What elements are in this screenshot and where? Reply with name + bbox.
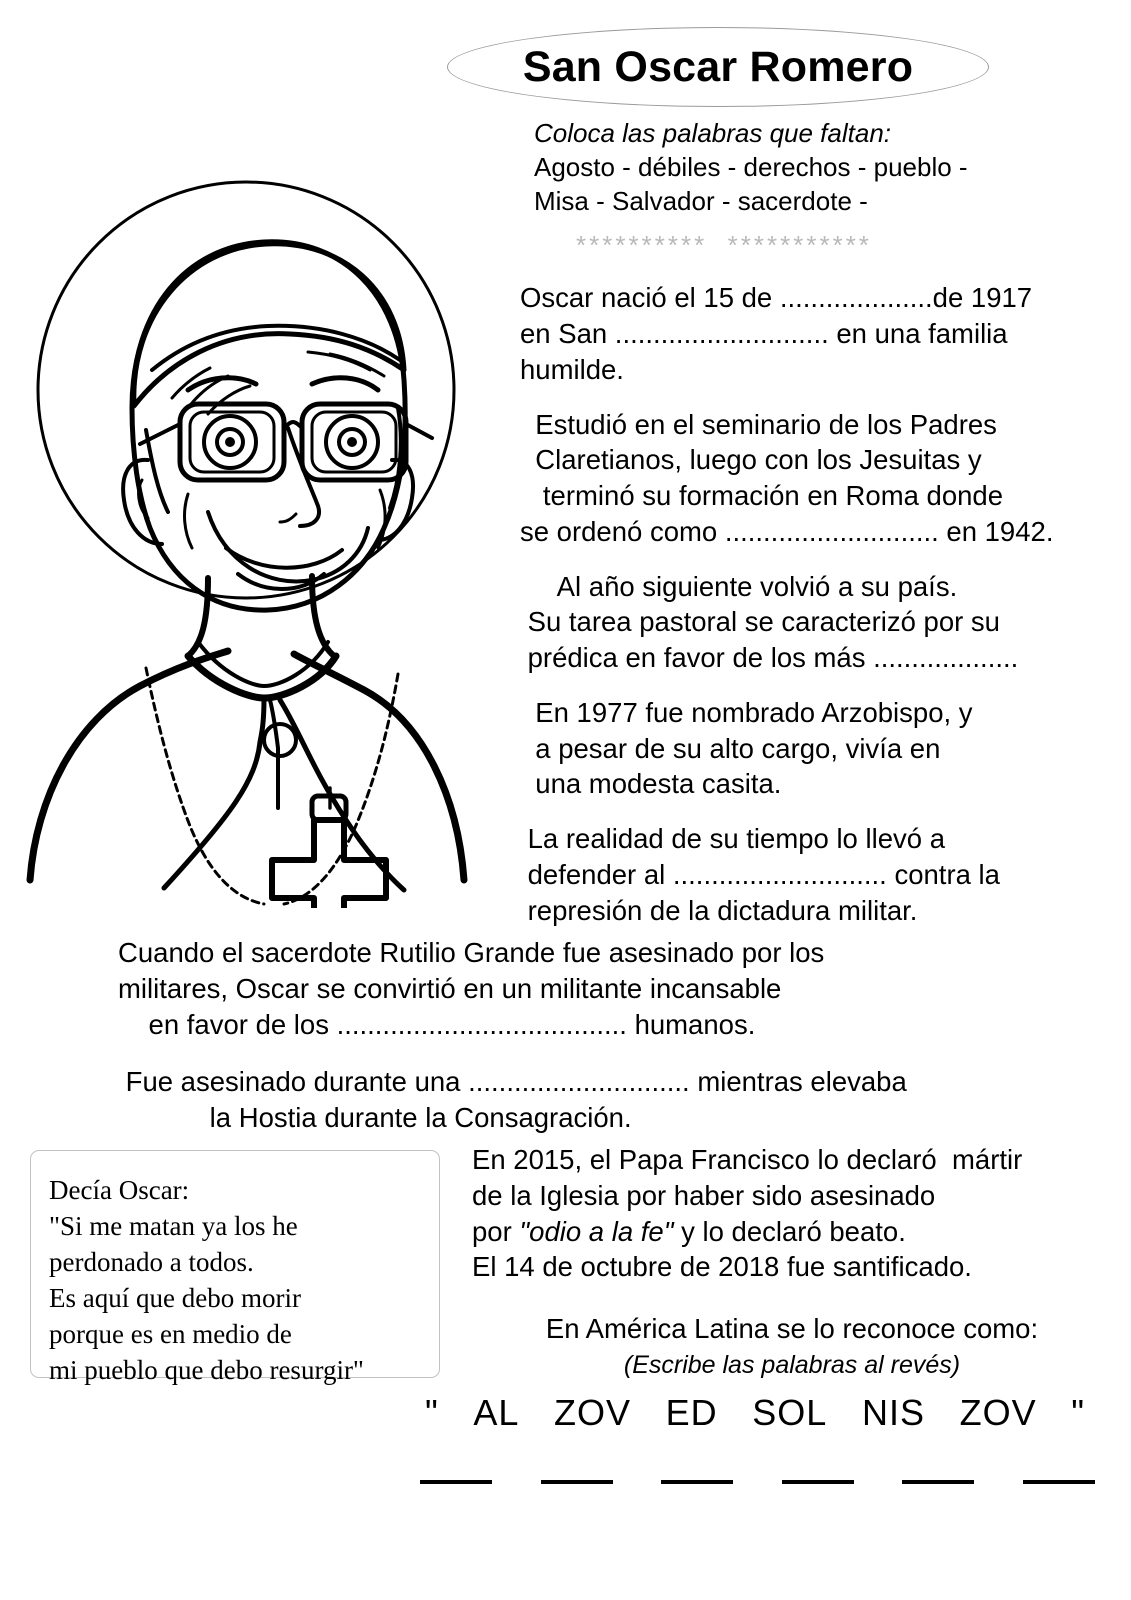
answer-blank[interactable] [782,1480,854,1484]
cheek-left [185,494,192,548]
canonization-line: El 14 de octubre de 2018 fue santificado. [472,1251,972,1283]
quote-line: perdonado a todos. [49,1246,254,1277]
nostril [280,514,296,522]
paragraph-line: represión de la dictadura militar. [520,894,918,926]
paragraph-line: militares, Oscar se convirtió en un militante incansable [118,972,782,1004]
paragraph-rutilio-grande [118,935,1058,1042]
canonization-line-odio [472,1214,1112,1250]
paragraph-line: Claretianos, luego con los Jesuitas y [520,444,982,476]
puzzle-word: NIS [861,1392,925,1433]
puzzle-close-quote: " [1071,1392,1085,1433]
word-bank-instruction: Coloca las palabras que faltan: [534,118,892,148]
title-banner [447,27,989,107]
worksheet-wide-paragraphs [118,935,1058,1136]
odio-suffix: y lo declaró beato. [673,1215,906,1247]
page-title: San Oscar Romero [522,42,914,91]
quote-line: porque es en medio de [49,1318,292,1349]
paragraph-birth [520,280,1120,387]
answer-blank[interactable] [902,1480,974,1484]
paragraph-line: a pesar de su alto cargo, vivía en [520,732,941,764]
canonization-block [472,1142,1112,1381]
puzzle-open-quote: " [425,1392,439,1433]
paragraph-line: Al año siguiente volvió a su país. [520,570,958,602]
word-bank-line-1: Agosto - débiles - derechos - pueblo - [534,151,968,182]
asterisk-divider: ********** *********** [576,230,872,261]
shoulders [30,651,464,880]
mouth-smile [208,512,368,581]
paragraph-line: Oscar nació el 15 de ....................de 1917 [520,282,1033,314]
paragraph-line: humilde. [520,353,624,385]
puzzle-word: AL [473,1392,520,1433]
paragraph-line: Su tarea pastoral se caracterizó por su [520,606,1000,638]
paragraph-assassination [118,1064,1058,1136]
recognized-as-heading: En América Latina se lo reconoce como: [545,1313,1039,1344]
quote-line: mi pueblo que debo resurgir" [49,1354,364,1385]
puzzle-word: ZOV [959,1392,1037,1433]
answer-blank-lines [420,1480,1095,1484]
odio-a-la-fe-quote: "odio a la fe" [519,1215,674,1247]
quote-lead-in: Decía Oscar: [49,1175,190,1205]
paragraph-line: Fue asesinado durante una ............................. mientras elevaba [118,1066,907,1098]
pectoral-cross [272,788,386,908]
paragraph-dictatorship [520,821,1120,928]
paragraph-line: una modesta casita. [520,768,782,800]
paragraph-pastoral [520,569,1120,676]
puzzle-word: SOL [752,1392,828,1433]
reverse-words-hint: (Escribe las palabras al revés) [623,1350,961,1379]
reversed-words-puzzle [425,1392,1085,1434]
oscar-romero-portrait-illustration [12,108,512,908]
canonization-line: de la Iglesia por haber sido asesinado [472,1179,936,1211]
canonization-line: En 2015, el Papa Francisco lo declaró mártir [472,1144,1023,1175]
paragraph-line: prédica en favor de los más ................... [520,642,1019,674]
paragraph-line: Cuando el sacerdote Rutilio Grande fue asesinado por los [118,937,825,968]
paragraph-line: defender al ............................ contra la [520,858,1000,890]
odio-prefix: por [472,1215,520,1247]
answer-blank[interactable] [541,1480,613,1484]
paragraph-archbishop [520,695,1120,802]
eyebrow-right [312,378,378,390]
oscar-quote-box [30,1150,440,1385]
paragraph-line: En 1977 fue nombrado Arzobispo, y [520,696,973,728]
sideburn-left [146,430,168,512]
worksheet-right-column [520,118,1120,928]
paragraph-line: terminó su formación en Roma donde [520,480,1004,512]
answer-blank[interactable] [661,1480,733,1484]
answer-blank[interactable] [420,1480,492,1484]
paragraph-line: se ordenó como ............................ en 1942. [520,515,1054,547]
puzzle-word: ED [665,1392,718,1433]
paragraph-studies [520,407,1120,550]
puzzle-word: ZOV [554,1392,632,1433]
cassock-opening [164,698,264,888]
paragraph-line: La realidad de su tiempo lo llevó a [520,823,945,855]
eyeglasses [140,404,432,480]
word-bank-line-2: Misa - Salvador - sacerdote - [534,186,868,217]
quote-line: Es aquí que debo morir [49,1282,301,1313]
paragraph-line: en San ............................ en una familia [520,318,1008,350]
quote-line: "Si me matan ya los he [49,1210,298,1241]
answer-blank[interactable] [1023,1480,1095,1484]
paragraph-line: Estudió en el seminario de los Padres [520,408,997,440]
paragraph-line: en favor de los ...................................... humanos. [118,1008,756,1040]
paragraph-line: la Hostia durante la Consagración. [118,1102,632,1133]
